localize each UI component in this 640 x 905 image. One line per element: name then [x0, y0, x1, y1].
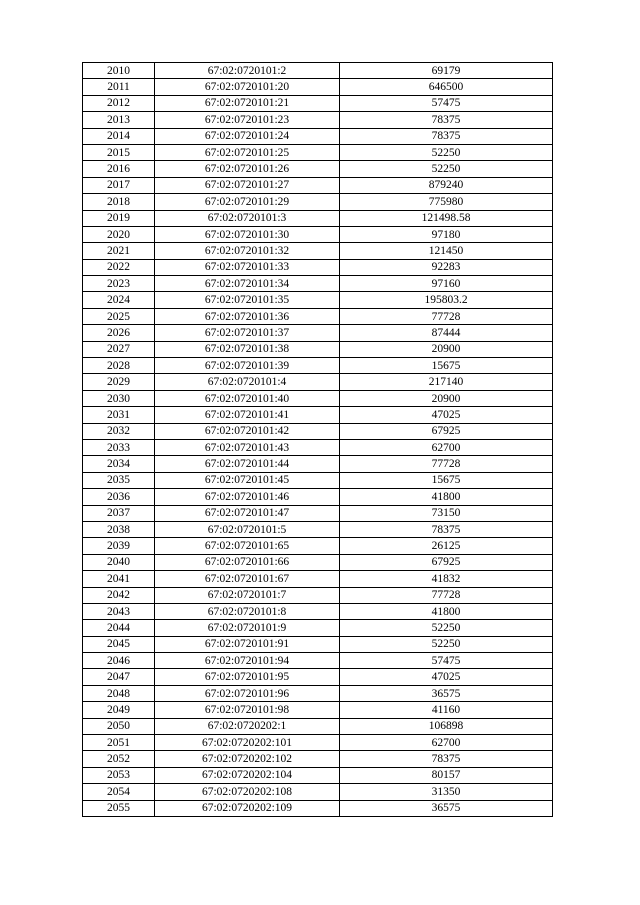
cadastral-value-cell: 73150 — [340, 505, 553, 521]
cadastral-number-cell: 67:02:0720202:1 — [155, 718, 340, 734]
row-number-cell: 2055 — [83, 800, 155, 816]
row-number-cell: 2051 — [83, 735, 155, 751]
table-row — [83, 226, 553, 242]
cadastral-value-cell: 41160 — [340, 702, 553, 718]
cadastral-number-cell: 67:02:0720101:47 — [155, 505, 340, 521]
cadastral-number-cell: 67:02:0720101:3 — [155, 210, 340, 226]
table-row — [83, 259, 553, 275]
row-number-cell: 2015 — [83, 144, 155, 160]
table-row — [83, 128, 553, 144]
table-row — [83, 784, 553, 800]
row-number-cell: 2045 — [83, 636, 155, 652]
cadastral-number-cell: 67:02:0720101:44 — [155, 456, 340, 472]
row-number-cell: 2030 — [83, 390, 155, 406]
cadastral-number-cell: 67:02:0720101:7 — [155, 587, 340, 603]
table-row — [83, 620, 553, 636]
cadastral-number-cell: 67:02:0720202:101 — [155, 735, 340, 751]
cadastral-number-cell: 67:02:0720101:66 — [155, 554, 340, 570]
cadastral-number-cell: 67:02:0720101:91 — [155, 636, 340, 652]
row-number-cell: 2047 — [83, 669, 155, 685]
row-number-cell: 2033 — [83, 439, 155, 455]
cadastral-value-cell: 57475 — [340, 95, 553, 111]
cadastral-value-cell: 62700 — [340, 735, 553, 751]
table-row — [83, 439, 553, 455]
cadastral-value-cell: 52250 — [340, 620, 553, 636]
row-number-cell: 2046 — [83, 653, 155, 669]
table-row — [83, 472, 553, 488]
table-row — [83, 521, 553, 537]
table-row — [83, 702, 553, 718]
row-number-cell: 2048 — [83, 685, 155, 701]
row-number-cell: 2049 — [83, 702, 155, 718]
cadastral-number-cell: 67:02:0720101:42 — [155, 423, 340, 439]
table-body — [83, 63, 553, 817]
table-row — [83, 505, 553, 521]
cadastral-number-cell: 67:02:0720101:4 — [155, 374, 340, 390]
row-number-cell: 2034 — [83, 456, 155, 472]
cadastral-value-cell: 121450 — [340, 243, 553, 259]
cadastral-number-cell: 67:02:0720101:23 — [155, 112, 340, 128]
cadastral-value-cell: 36575 — [340, 685, 553, 701]
row-number-cell: 2020 — [83, 226, 155, 242]
table-row — [83, 407, 553, 423]
table-row — [83, 194, 553, 210]
row-number-cell: 2016 — [83, 161, 155, 177]
table-row — [83, 341, 553, 357]
cadastral-value-cell: 87444 — [340, 325, 553, 341]
cadastral-value-cell: 92283 — [340, 259, 553, 275]
cadastral-value-table — [82, 62, 553, 817]
cadastral-number-cell: 67:02:0720101:21 — [155, 95, 340, 111]
cadastral-value-cell: 775980 — [340, 194, 553, 210]
cadastral-value-cell: 62700 — [340, 439, 553, 455]
cadastral-number-cell: 67:02:0720101:39 — [155, 358, 340, 374]
cadastral-value-cell: 20900 — [340, 390, 553, 406]
row-number-cell: 2044 — [83, 620, 155, 636]
cadastral-value-cell: 15675 — [340, 472, 553, 488]
cadastral-value-cell: 77728 — [340, 308, 553, 324]
cadastral-number-cell: 67:02:0720202:108 — [155, 784, 340, 800]
table-row — [83, 374, 553, 390]
table-row — [83, 800, 553, 816]
row-number-cell: 2012 — [83, 95, 155, 111]
cadastral-value-cell: 41832 — [340, 571, 553, 587]
cadastral-value-cell: 52250 — [340, 144, 553, 160]
cadastral-number-cell: 67:02:0720101:29 — [155, 194, 340, 210]
cadastral-number-cell: 67:02:0720101:32 — [155, 243, 340, 259]
row-number-cell: 2041 — [83, 571, 155, 587]
table-row — [83, 587, 553, 603]
row-number-cell: 2014 — [83, 128, 155, 144]
row-number-cell: 2031 — [83, 407, 155, 423]
table-row — [83, 669, 553, 685]
table-row — [83, 653, 553, 669]
cadastral-number-cell: 67:02:0720101:35 — [155, 292, 340, 308]
row-number-cell: 2050 — [83, 718, 155, 734]
cadastral-value-cell: 78375 — [340, 128, 553, 144]
row-number-cell: 2035 — [83, 472, 155, 488]
cadastral-value-cell: 97180 — [340, 226, 553, 242]
cadastral-value-cell: 879240 — [340, 177, 553, 193]
cadastral-value-cell: 20900 — [340, 341, 553, 357]
table-row — [83, 243, 553, 259]
table-row — [83, 79, 553, 95]
cadastral-number-cell: 67:02:0720101:94 — [155, 653, 340, 669]
row-number-cell: 2023 — [83, 276, 155, 292]
table-row — [83, 112, 553, 128]
cadastral-value-cell: 195803.2 — [340, 292, 553, 308]
row-number-cell: 2022 — [83, 259, 155, 275]
table-row — [83, 358, 553, 374]
row-number-cell: 2013 — [83, 112, 155, 128]
table-row — [83, 210, 553, 226]
cadastral-value-cell: 41800 — [340, 489, 553, 505]
row-number-cell: 2054 — [83, 784, 155, 800]
cadastral-number-cell: 67:02:0720101:34 — [155, 276, 340, 292]
table-row — [83, 489, 553, 505]
cadastral-number-cell: 67:02:0720101:26 — [155, 161, 340, 177]
row-number-cell: 2027 — [83, 341, 155, 357]
cadastral-value-cell: 78375 — [340, 521, 553, 537]
table-row — [83, 95, 553, 111]
table-row — [83, 751, 553, 767]
cadastral-number-cell: 67:02:0720101:37 — [155, 325, 340, 341]
cadastral-number-cell: 67:02:0720101:65 — [155, 538, 340, 554]
cadastral-value-cell: 15675 — [340, 358, 553, 374]
cadastral-value-cell: 97160 — [340, 276, 553, 292]
table-row — [83, 685, 553, 701]
row-number-cell: 2040 — [83, 554, 155, 570]
cadastral-number-cell: 67:02:0720101:43 — [155, 439, 340, 455]
table-row — [83, 571, 553, 587]
cadastral-number-cell: 67:02:0720101:27 — [155, 177, 340, 193]
cadastral-number-cell: 67:02:0720202:109 — [155, 800, 340, 816]
row-number-cell: 2036 — [83, 489, 155, 505]
table-row — [83, 308, 553, 324]
cadastral-value-cell: 646500 — [340, 79, 553, 95]
table-row — [83, 276, 553, 292]
table-row — [83, 767, 553, 783]
row-number-cell: 2039 — [83, 538, 155, 554]
row-number-cell: 2028 — [83, 358, 155, 374]
cadastral-number-cell: 67:02:0720101:98 — [155, 702, 340, 718]
cadastral-number-cell: 67:02:0720101:30 — [155, 226, 340, 242]
cadastral-value-cell: 36575 — [340, 800, 553, 816]
cadastral-value-cell: 67925 — [340, 554, 553, 570]
row-number-cell: 2043 — [83, 603, 155, 619]
table-row — [83, 63, 553, 79]
cadastral-value-cell: 47025 — [340, 407, 553, 423]
row-number-cell: 2052 — [83, 751, 155, 767]
table-row — [83, 735, 553, 751]
row-number-cell: 2024 — [83, 292, 155, 308]
cadastral-number-cell: 67:02:0720101:67 — [155, 571, 340, 587]
table-row — [83, 554, 553, 570]
row-number-cell: 2021 — [83, 243, 155, 259]
row-number-cell: 2053 — [83, 767, 155, 783]
row-number-cell: 2025 — [83, 308, 155, 324]
cadastral-value-cell: 77728 — [340, 587, 553, 603]
table-row — [83, 177, 553, 193]
cadastral-number-cell: 67:02:0720101:2 — [155, 63, 340, 79]
cadastral-number-cell: 67:02:0720101:41 — [155, 407, 340, 423]
row-number-cell: 2011 — [83, 79, 155, 95]
cadastral-value-cell: 41800 — [340, 603, 553, 619]
row-number-cell: 2018 — [83, 194, 155, 210]
cadastral-value-cell: 80157 — [340, 767, 553, 783]
cadastral-value-cell: 78375 — [340, 751, 553, 767]
cadastral-number-cell: 67:02:0720202:102 — [155, 751, 340, 767]
table-row — [83, 456, 553, 472]
cadastral-number-cell: 67:02:0720101:5 — [155, 521, 340, 537]
table-row — [83, 292, 553, 308]
cadastral-value-cell: 77728 — [340, 456, 553, 472]
cadastral-value-cell: 69179 — [340, 63, 553, 79]
row-number-cell: 2026 — [83, 325, 155, 341]
cadastral-number-cell: 67:02:0720101:36 — [155, 308, 340, 324]
table-row — [83, 423, 553, 439]
cadastral-value-cell: 67925 — [340, 423, 553, 439]
cadastral-value-cell: 52250 — [340, 636, 553, 652]
cadastral-value-cell: 57475 — [340, 653, 553, 669]
table-row — [83, 538, 553, 554]
cadastral-number-cell: 67:02:0720202:104 — [155, 767, 340, 783]
table-row — [83, 603, 553, 619]
cadastral-number-cell: 67:02:0720101:46 — [155, 489, 340, 505]
row-number-cell: 2037 — [83, 505, 155, 521]
cadastral-number-cell: 67:02:0720101:33 — [155, 259, 340, 275]
row-number-cell: 2019 — [83, 210, 155, 226]
cadastral-value-cell: 217140 — [340, 374, 553, 390]
cadastral-number-cell: 67:02:0720101:95 — [155, 669, 340, 685]
cadastral-value-cell: 78375 — [340, 112, 553, 128]
cadastral-number-cell: 67:02:0720101:40 — [155, 390, 340, 406]
table-row — [83, 390, 553, 406]
cadastral-number-cell: 67:02:0720101:96 — [155, 685, 340, 701]
cadastral-value-cell: 121498.58 — [340, 210, 553, 226]
cadastral-value-cell: 31350 — [340, 784, 553, 800]
row-number-cell: 2038 — [83, 521, 155, 537]
cadastral-number-cell: 67:02:0720101:9 — [155, 620, 340, 636]
cadastral-number-cell: 67:02:0720101:45 — [155, 472, 340, 488]
row-number-cell: 2032 — [83, 423, 155, 439]
row-number-cell: 2017 — [83, 177, 155, 193]
row-number-cell: 2042 — [83, 587, 155, 603]
cadastral-number-cell: 67:02:0720101:8 — [155, 603, 340, 619]
table-row — [83, 161, 553, 177]
cadastral-number-cell: 67:02:0720101:25 — [155, 144, 340, 160]
cadastral-number-cell: 67:02:0720101:20 — [155, 79, 340, 95]
cadastral-value-cell: 106898 — [340, 718, 553, 734]
table-row — [83, 636, 553, 652]
cadastral-number-cell: 67:02:0720101:38 — [155, 341, 340, 357]
cadastral-number-cell: 67:02:0720101:24 — [155, 128, 340, 144]
cadastral-value-cell: 26125 — [340, 538, 553, 554]
table-row — [83, 144, 553, 160]
cadastral-value-cell: 47025 — [340, 669, 553, 685]
row-number-cell: 2029 — [83, 374, 155, 390]
cadastral-value-cell: 52250 — [340, 161, 553, 177]
table-row — [83, 718, 553, 734]
row-number-cell: 2010 — [83, 63, 155, 79]
table-row — [83, 325, 553, 341]
